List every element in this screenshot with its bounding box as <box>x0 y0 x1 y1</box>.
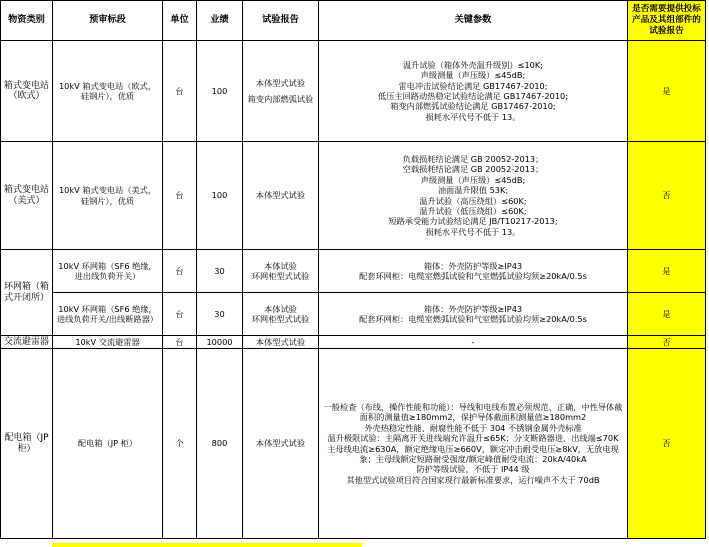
param-line: 温升试验（箱体外壳温升级别）≤10K; <box>402 59 544 70</box>
param-line: 其他型式试验项目符合国家现行最新标准要求，运行噪声不大于 70dB <box>346 474 600 485</box>
report-line: 本体型式试验 <box>255 336 306 347</box>
need-report-cell: 是 <box>628 250 706 293</box>
report-cell <box>243 250 319 293</box>
param-line: 箱体：外壳防护等级≥IP43 <box>423 303 523 314</box>
category-cell: 箱式变电站（美式） <box>1 142 53 250</box>
param-line: 箱变内部燃弧试验结论满足 GB17467-2010; <box>390 101 556 112</box>
performance-cell: 100 <box>197 142 243 250</box>
param-line: 负载损耗结论满足 GB 20052-2013； <box>402 153 544 164</box>
report-line: 本体型式试验 <box>255 438 306 449</box>
param-line: 低压主回路动热稳定试验结论满足 GB17467-2010; <box>378 91 568 101</box>
param-line: 温升试验（高压绕组）≤60K; <box>419 195 527 206</box>
report-line: 本体型式试验 <box>255 77 306 88</box>
report-line: 本体试验 <box>264 303 297 314</box>
performance-cell: 30 <box>197 293 243 336</box>
need-report-cell: 否 <box>628 336 706 349</box>
param-line: 配套环网柜：电缆室燃弧试验和气室燃弧试验均须≥20kA/0.5s <box>359 314 587 324</box>
report-line: 箱变内部燃弧试验 <box>247 94 314 104</box>
need-report-cell: 是 <box>628 293 706 336</box>
param-line: - <box>471 336 475 347</box>
performance-cell: 30 <box>197 250 243 293</box>
table-row <box>1 142 706 250</box>
report-cell <box>243 336 319 349</box>
params-cell <box>319 250 628 293</box>
category-cell: 配电箱（JP柜） <box>1 349 53 539</box>
section-cell: 10kV 交流避雷器 <box>53 336 163 349</box>
need-report-cell: 是 <box>628 41 706 142</box>
unit-cell: 台 <box>163 41 197 142</box>
performance-cell: 10000 <box>197 336 243 349</box>
param-line: 损耗水平代号不低于 13。 <box>425 226 521 237</box>
highlight-strip <box>52 543 362 547</box>
section-cell: 10kV 箱式变电站（欧式，硅钢片），优质 <box>53 41 163 142</box>
param-line: 损耗水平代号不低于 13。 <box>425 111 521 122</box>
header-report: 试验报告 <box>243 1 319 41</box>
param-line: 温升极限试验：主隔离开关进线端允许温升≤65K；分支断路器进、出线端≤70K <box>327 433 619 444</box>
report-line: 环网柜型式试验 <box>251 271 310 281</box>
param-line: 短路承受能力试验结论满足 JB/T10217-2013; <box>388 216 558 227</box>
section-cell: 配电箱（JP 柜） <box>53 349 163 539</box>
param-line: 声级测量（声压级）≤45dB; <box>420 70 526 81</box>
param-line: 箱体：外壳防护等级≥IP43 <box>423 260 523 271</box>
category-cell: 箱式变电站（欧式） <box>1 41 53 142</box>
section-cell: 10kV 箱式变电站（美式，硅钢片），优质 <box>53 142 163 250</box>
table-row <box>1 250 706 293</box>
params-cell <box>319 293 628 336</box>
header-performance: 业绩 <box>197 1 243 41</box>
header-section: 预审标段 <box>53 1 163 41</box>
param-line: 外壳热稳定性能、耐腐性能不低于 304 不锈钢金属外壳标准 <box>364 422 582 433</box>
report-line: 本体型式试验 <box>255 190 306 201</box>
param-line: 声级测量（声压级）≤45dB; <box>420 174 526 185</box>
param-line: 雷电冲击试验结论满足 GB17467-2010; <box>398 80 548 91</box>
need-report-cell: 否 <box>628 142 706 250</box>
report-line: 环网柜型式试验 <box>251 314 310 324</box>
category-cell: 环网箱（箱式开闭所） <box>1 250 53 336</box>
unit-cell: 台 <box>163 250 197 293</box>
header-need-report: 是否需要提供投标产品及其组部件的试验报告 <box>628 1 706 41</box>
report-cell <box>243 41 319 142</box>
performance-cell: 100 <box>197 41 243 142</box>
param-line: 一般检查（布线，操作性能和功能）：导线和电线布置必须规范、正确，中性导体截面积的测量值≥180mm2，保护导体截面积测量值≥180mm2 <box>323 401 623 423</box>
params-cell <box>319 349 628 539</box>
param-line: 主母线电流≥630A，额定绝缘电压≥660V，额定冲击耐受电压≥8kV，无放电现象；主母线额定短路耐受强度/额定峰值耐受电流：20kA/40kA <box>327 443 619 464</box>
category-cell: 交流避雷器 <box>1 336 53 349</box>
performance-cell: 800 <box>197 349 243 539</box>
param-line: 温升试验（低压绕组）≤60K; <box>419 205 527 216</box>
header-unit: 单位 <box>163 1 197 41</box>
param-line: 配套环网柜：电缆室燃弧试验和气室燃弧试验均须≥20kA/0.5s <box>359 271 587 281</box>
header-params: 关键参数 <box>319 1 628 41</box>
table-row <box>1 349 706 539</box>
unit-cell: 台 <box>163 336 197 349</box>
report-cell <box>243 349 319 539</box>
params-cell <box>319 336 628 349</box>
table-row <box>1 336 706 349</box>
param-line: 油面温升限值 53K; <box>437 185 509 196</box>
param-line: 空载损耗结论满足 GB 20052-2013； <box>402 164 544 175</box>
report-cell <box>243 142 319 250</box>
section-cell: 10kV 环网箱（SF6 绝缘，进线负荷开关/出线断路器） <box>53 293 163 336</box>
unit-cell: 台 <box>163 293 197 336</box>
table-row <box>1 41 706 142</box>
report-line: 本体试验 <box>264 260 297 271</box>
table-row <box>1 293 706 336</box>
param-line: 防护等级试验，不低于 IP44 级 <box>416 464 530 475</box>
report-cell <box>243 293 319 336</box>
params-cell <box>319 41 628 142</box>
params-cell <box>319 142 628 250</box>
header-row <box>1 1 706 41</box>
header-category: 物资类别 <box>1 1 53 41</box>
section-cell: 10kV 环网箱（SF6 绝缘，进出线负荷开关） <box>53 250 163 293</box>
unit-cell: 个 <box>163 349 197 539</box>
need-report-cell: 否 <box>628 349 706 539</box>
unit-cell: 台 <box>163 142 197 250</box>
